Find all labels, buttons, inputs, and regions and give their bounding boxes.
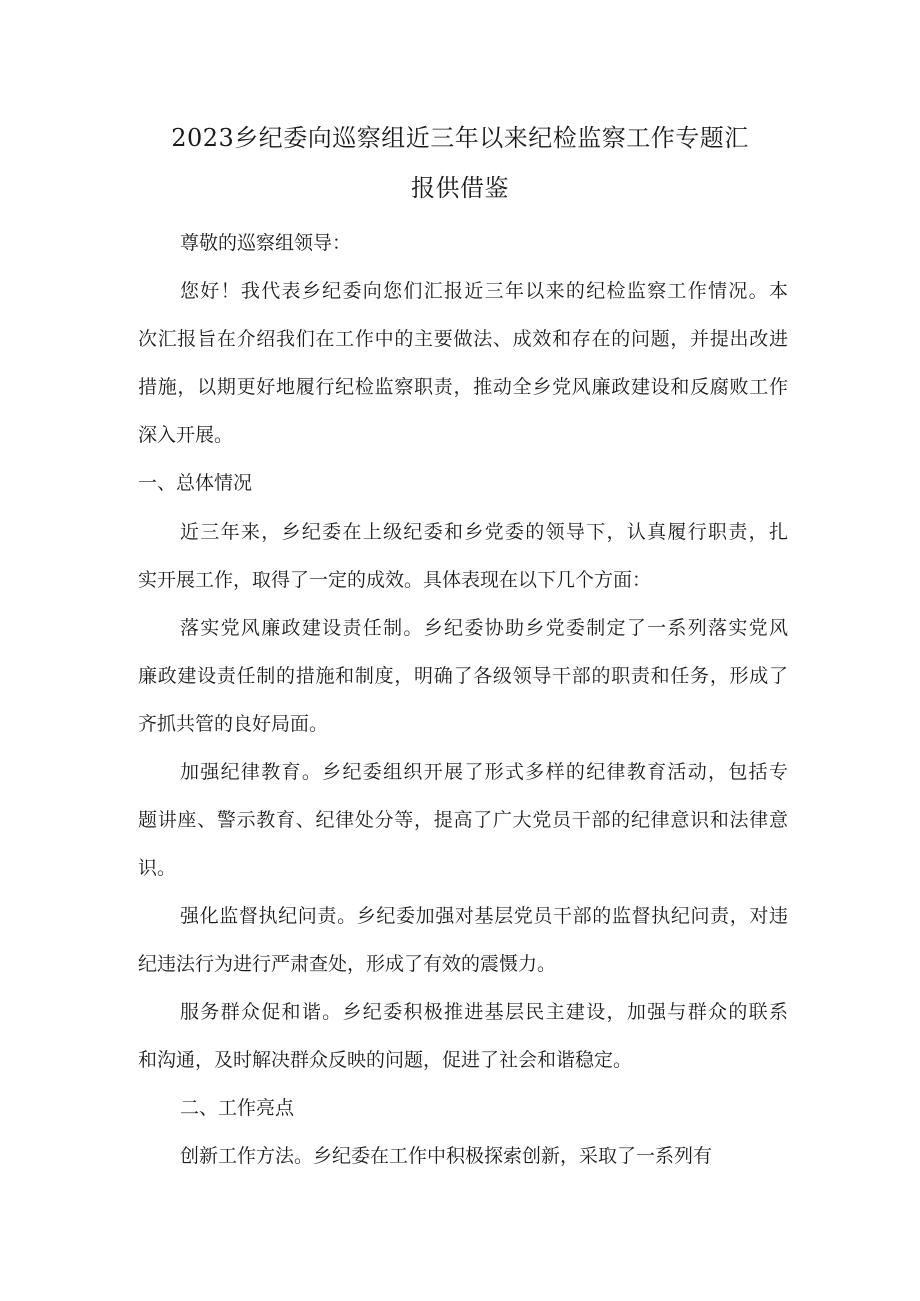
paragraph-5-line-1: 强化监督执纪问责。乡纪委加强对基层党员干部的监督执纪问责，对违 [180,905,788,927]
paragraph-2-line-2: 实开展工作，取得了一定的成效。具体表现在以下几个方面： [138,569,652,591]
paragraph-7-line-1: 创新工作方法。乡纪委在工作中积极探索创新，采取了一系列有 [180,1145,713,1167]
paragraph-6-line-2: 和沟通，及时解决群众反映的问题，促进了社会和谐稳定。 [138,1049,633,1071]
section-heading-1: 一、总体情况 [138,472,253,494]
paragraph-4-line-2: 题讲座、警示教育、纪律处分等，提高了广大党员干部的纪律意识和法律意 [138,809,788,831]
paragraph-1-line-4: 深入开展。 [138,424,234,446]
document-title-line-1: 2023乡纪委向巡察组近三年以来纪检监察工作专题汇 [171,124,749,152]
paragraph-6-line-1: 服务群众促和谐。乡纪委积极推进基层民主建设，加强与群众的联系 [180,1001,788,1023]
paragraph-5-line-2: 纪违法行为进行严肃查处，形成了有效的震慑力。 [138,953,557,975]
paragraph-4-line-3: 识。 [138,857,177,879]
paragraph-4-line-1: 加强纪律教育。乡纪委组织开展了形式多样的纪律教育活动，包括专 [180,761,788,783]
paragraph-1-line-2: 次汇报旨在介绍我们在工作中的主要做法、成效和存在的问题，并提出改进 [138,328,788,350]
paragraph-1-line-1: 您好！我代表乡纪委向您们汇报近三年以来的纪检监察工作情况。本 [180,280,788,302]
paragraph-3-line-1: 落实党风廉政建设责任制。乡纪委协助乡党委制定了一系列落实党风 [180,617,788,639]
paragraph-3-line-2: 廉政建设责任制的措施和制度，明确了各级领导干部的职责和任务，形成了 [138,665,788,687]
paragraph-2-line-1: 近三年来，乡纪委在上级纪委和乡党委的领导下，认真履行职责，扎 [180,521,788,543]
section-heading-2: 二、工作亮点 [180,1097,295,1119]
document-title-line-2: 报供借鉴 [411,174,509,202]
paragraph-3-line-3: 齐抓共管的良好局面。 [138,713,329,735]
paragraph-1-line-3: 措施，以期更好地履行纪检监察职责，推动全乡党风廉政建设和反腐败工作 [138,376,788,398]
salutation: 尊敬的巡察组领导： [180,232,352,254]
